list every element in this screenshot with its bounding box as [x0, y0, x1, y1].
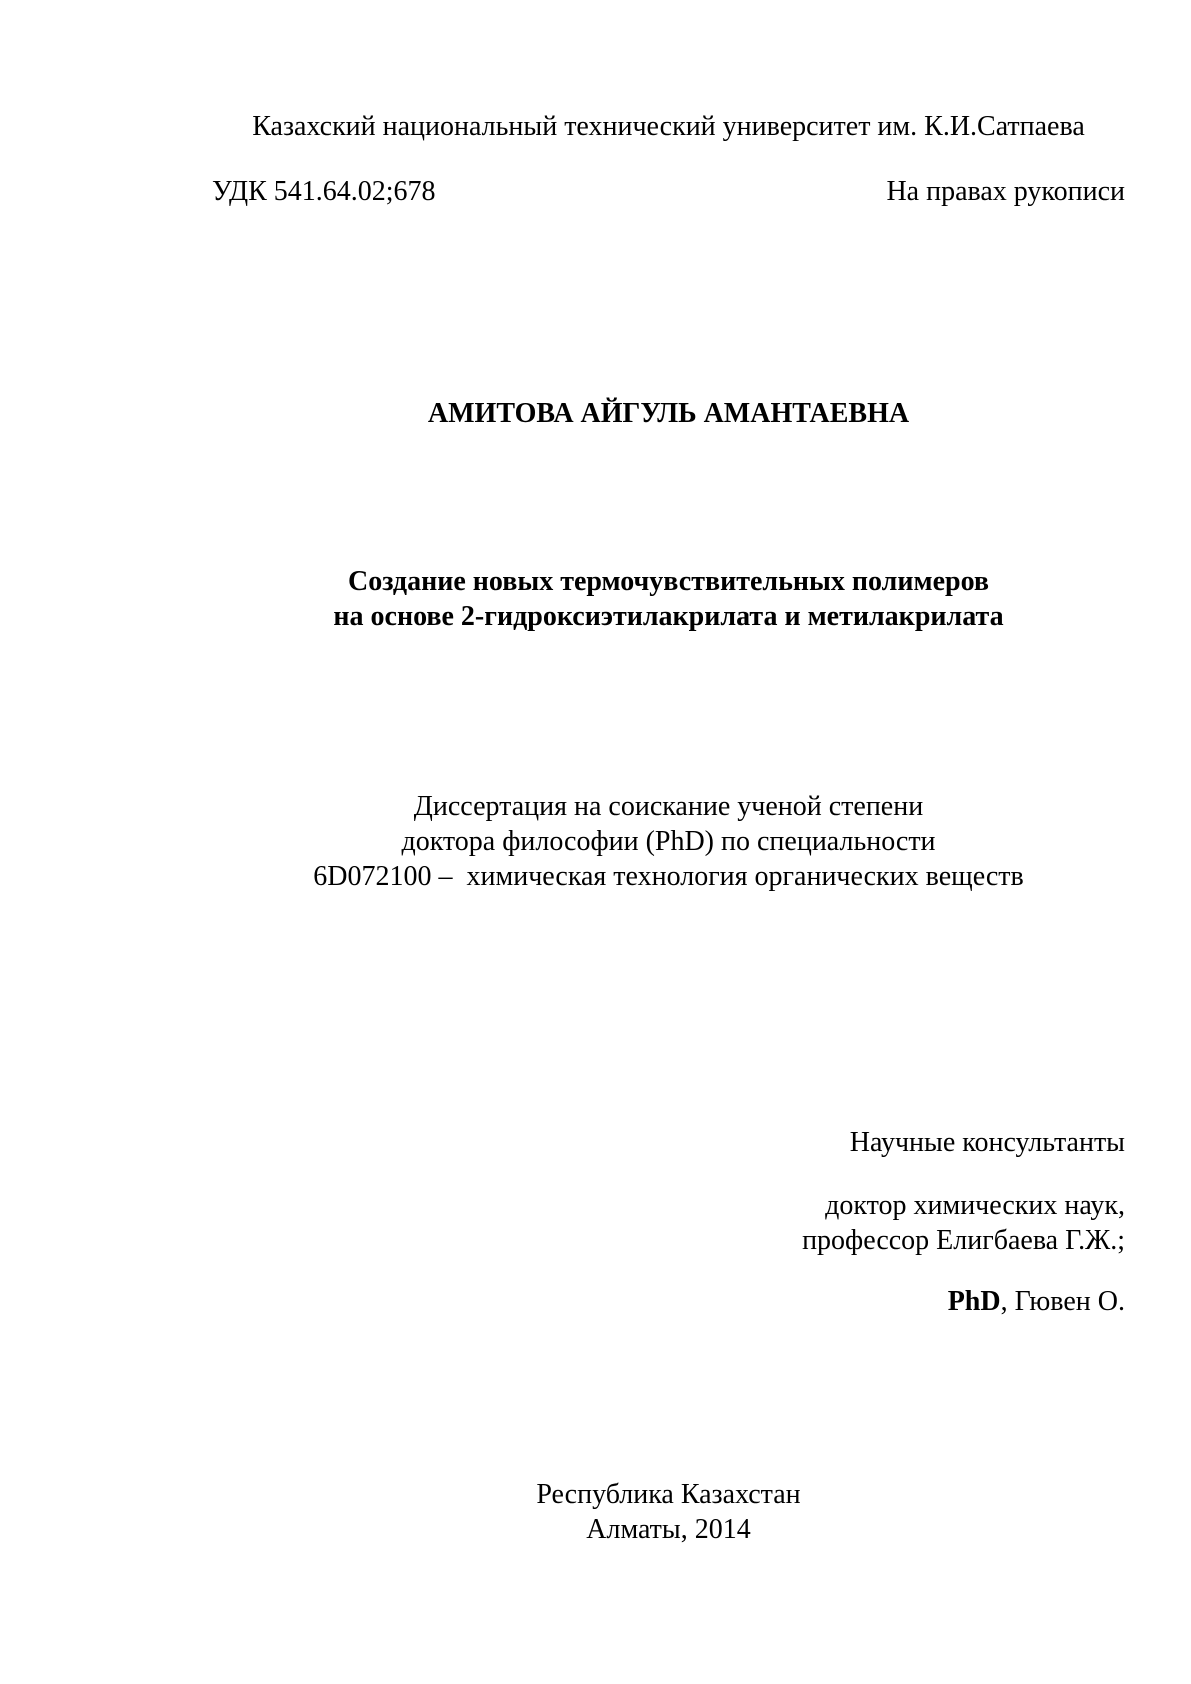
consultant-2-name: , Гювен О.	[1000, 1286, 1125, 1317]
manuscript-rights-note: На правах рукописи	[886, 176, 1125, 207]
udk-code: УДК 541.64.02;678	[212, 176, 436, 207]
degree-line-1: Диссертация на соискание ученой степени	[413, 791, 924, 822]
consultant-2-degree: PhD	[947, 1286, 1001, 1317]
university-name: Казахский национальный технический университет им. К.И.Сатпаева	[252, 111, 1085, 142]
udk-row	[212, 174, 1125, 209]
footer	[212, 1477, 1125, 1547]
city-year-line: Алматы, 2014	[586, 1514, 751, 1545]
author-name: АМИТОВА АЙГУЛЬ АМАНТАЕВНА	[427, 398, 910, 429]
title-line-1: Создание новых термочувствительных полимеров	[347, 566, 990, 597]
specialty-code-line: 6D072100 – химическая технология органических веществ	[313, 861, 1024, 892]
degree-statement	[212, 789, 1125, 894]
title-line-2: на основе 2-гидроксиэтилакрилата и метилакрилата	[333, 601, 1004, 632]
consultant-1	[212, 1188, 1125, 1258]
consultant-2	[212, 1284, 1125, 1319]
country-line: Республика Казахстан	[536, 1479, 801, 1510]
consultants-label: Научные консультанты	[849, 1127, 1125, 1158]
consultant-1-line-1: доктор химических наук,	[825, 1190, 1125, 1221]
degree-line-2: доктора философии (PhD) по специальности	[401, 826, 936, 857]
dissertation-title	[212, 564, 1125, 634]
consultant-1-line-2: профессор Елигбаева Г.Ж.;	[802, 1225, 1125, 1256]
